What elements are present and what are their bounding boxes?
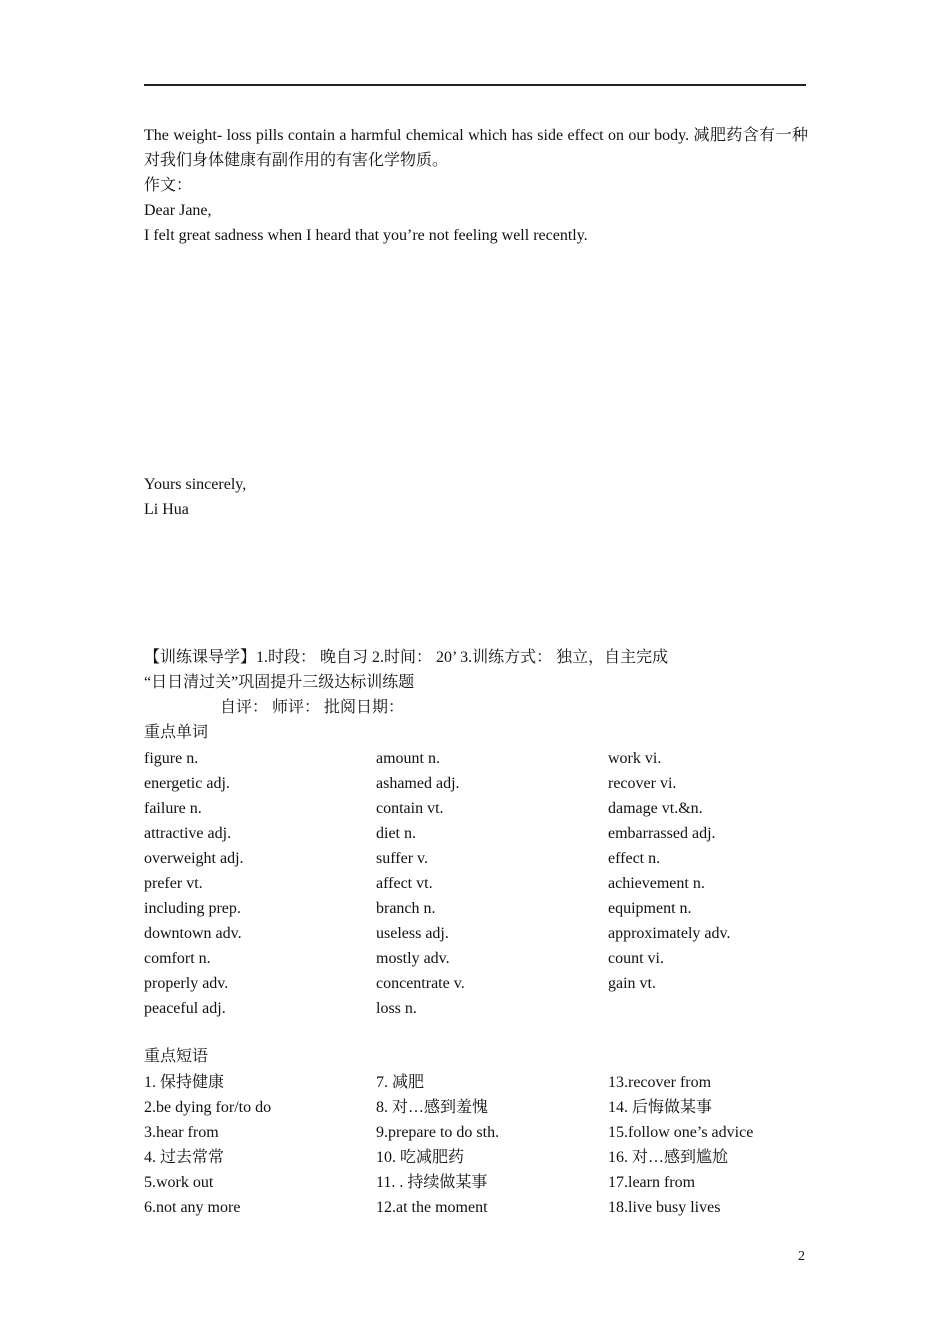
vocab-cell: including prep. <box>144 900 241 917</box>
phrase-cell: 9.prepare to do sth. <box>376 1124 500 1141</box>
vocab-cell: failure n. <box>144 800 202 817</box>
vocab-heading: 重点单词 <box>144 724 209 741</box>
phrases-heading: 重点短语 <box>144 1048 209 1065</box>
phrase-cell: 13.recover from <box>608 1074 712 1091</box>
vocab-cell: figure n. <box>144 750 199 767</box>
vocab-cell: work vi. <box>608 750 662 767</box>
training-subtitle: “日日清过关”巩固提升三级达标训练题 <box>144 674 415 691</box>
closing: Yours sincerely, <box>144 476 247 493</box>
vocab-cell: suffer v. <box>376 850 428 867</box>
phrase-cell: 18.live busy lives <box>608 1199 721 1216</box>
phrase-cell: 17.learn from <box>608 1174 696 1191</box>
vocab-cell: amount n. <box>376 750 440 767</box>
vocab-cell: affect vt. <box>376 875 433 892</box>
vocab-cell: branch n. <box>376 900 436 917</box>
phrase-cell: 8. 对…感到羞愧 <box>376 1099 489 1116</box>
phrase-cell: 16. 对…感到尴尬 <box>608 1149 729 1166</box>
vocab-cell: loss n. <box>376 1000 417 1017</box>
vocab-cell: attractive adj. <box>144 825 232 842</box>
salutation: Dear Jane, <box>144 202 212 219</box>
vocab-cell: ashamed adj. <box>376 775 460 792</box>
vocab-cell: overweight adj. <box>144 850 244 867</box>
phrase-cell: 2.be dying for/to do <box>144 1099 272 1116</box>
phrase-cell: 5.work out <box>144 1174 214 1191</box>
vocab-cell: effect n. <box>608 850 661 867</box>
phrase-cell: 3.hear from <box>144 1124 219 1141</box>
phrase-cell: 1. 保持健康 <box>144 1074 225 1091</box>
vocab-cell: downtown adv. <box>144 925 242 942</box>
vocab-cell: approximately adv. <box>608 925 731 942</box>
training-header: 【训练课导学】1.时段： 晚自习 2.时间： 20’ 3.训练方式： 独立，自主完成 <box>144 649 669 666</box>
phrase-cell: 6.not any more <box>144 1199 241 1216</box>
header-rule <box>144 84 806 86</box>
vocab-cell: concentrate v. <box>376 975 465 992</box>
vocab-cell: equipment n. <box>608 900 692 917</box>
vocab-cell: recover vi. <box>608 775 677 792</box>
phrase-cell: 14. 后悔做某事 <box>608 1099 713 1116</box>
vocab-cell: achievement n. <box>608 875 705 892</box>
vocab-cell: prefer vt. <box>144 875 203 892</box>
vocab-cell: damage vt.&n. <box>608 800 703 817</box>
vocab-cell: diet n. <box>376 825 416 842</box>
review-line: 自评： 师评： 批阅日期： <box>220 699 405 716</box>
phrase-cell: 4. 过去常常 <box>144 1149 225 1166</box>
vocab-cell: comfort n. <box>144 950 211 967</box>
vocab-cell: contain vt. <box>376 800 444 817</box>
vocab-cell: properly adv. <box>144 975 229 992</box>
vocab-cell: count vi. <box>608 950 664 967</box>
page-number: 2 <box>798 1249 805 1264</box>
vocab-cell: mostly adv. <box>376 950 450 967</box>
phrase-cell: 7. 减肥 <box>376 1074 425 1091</box>
phrase-cell: 15.follow one’s advice <box>608 1124 754 1141</box>
vocab-cell: energetic adj. <box>144 775 230 792</box>
vocab-cell: embarrassed adj. <box>608 825 716 842</box>
opening-line: I felt great sadness when I heard that you’re not feeling well recently. <box>144 227 588 244</box>
vocab-cell: gain vt. <box>608 975 656 992</box>
phrase-cell: 12.at the moment <box>376 1199 488 1216</box>
phrase-cell: 10. 吃减肥药 <box>376 1149 465 1166</box>
vocab-cell: useless adj. <box>376 925 449 942</box>
signature: Li Hua <box>144 501 189 518</box>
intro-paragraph: The weight- loss pills contain a harmful chemical which has side effect on our body. 减肥药含有一种对我们身体健康有副作用的有害化学物质。 <box>144 127 808 169</box>
composition-label: 作文： <box>144 177 193 194</box>
vocab-cell: peaceful adj. <box>144 1000 226 1017</box>
phrase-cell: 11. . 持续做某事 <box>376 1174 488 1191</box>
